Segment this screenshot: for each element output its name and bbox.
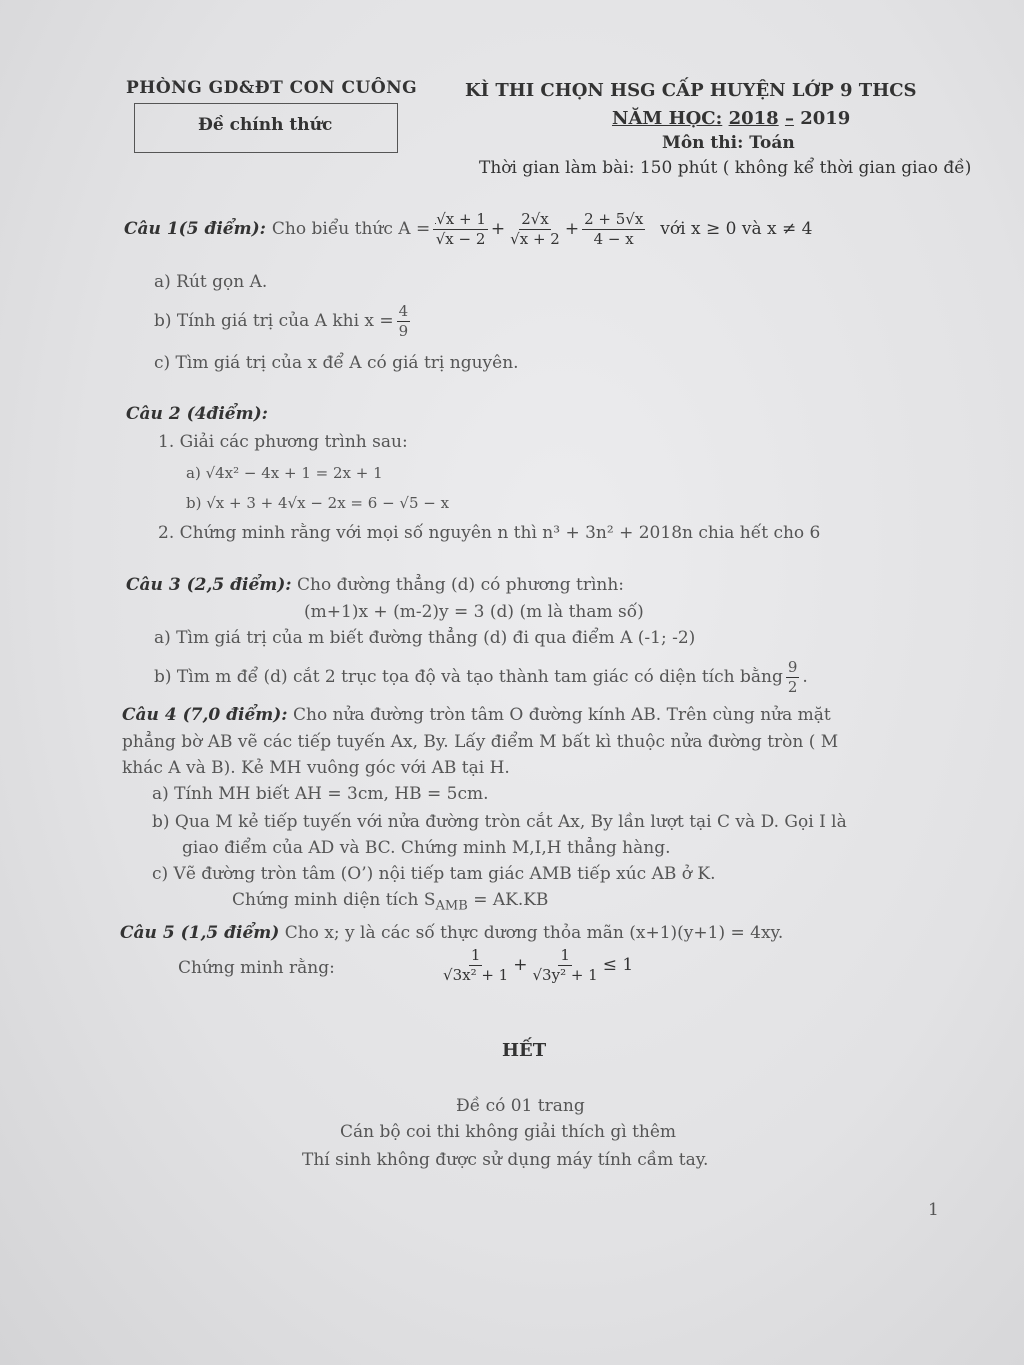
q4-part-c-1: c) Vẽ đường tròn tâm (O’) nội tiếp tam giác AMB tiếp xúc AB ở K.	[152, 864, 716, 884]
q5-f1-den: 3x² + 1	[452, 965, 509, 984]
q5-prove-label: Chứng minh rằng:	[178, 958, 335, 978]
q1-part-b	[154, 302, 413, 341]
page-count-note: Đề có 01 trang	[456, 1096, 585, 1116]
q1-part-b-text: b) Tính giá trị của A khi x =	[154, 310, 394, 331]
q5-f2-den: 3y² + 1	[542, 965, 598, 984]
year-label: NĂM HỌC:	[612, 108, 723, 129]
proctor-note: Cán bộ coi thi không giải thích gì thêm	[340, 1122, 677, 1142]
q4-label: Câu 4 (7,0 điểm):	[122, 705, 288, 725]
q3-part-a: a) Tìm giá trị của m biết đường thẳng (d) đi qua điểm A (-1; -2)	[154, 628, 696, 648]
q5-fraction-1: $\frac{1}{\text{√3x² + 1}}$	[443, 946, 509, 984]
end-marker: HẾT	[502, 1040, 547, 1061]
q4-c2-subscript: AMB	[435, 898, 468, 914]
q4-part-b-1: b) Qua M kẻ tiếp tuyến với nửa đường tròn cắt Ax, By lần lượt tại C và D. Gọi I là	[152, 812, 847, 832]
q3-equation: (m+1)x + (m-2)y = 3 (d) (m là tham số)	[304, 602, 644, 622]
q4-c2-text: Chứng minh diện tích S	[232, 890, 436, 910]
year-start: 2018	[728, 108, 779, 129]
q1-fraction-2: $\frac{2√x}{√x + 2}$	[510, 210, 560, 248]
q4-line-1	[122, 705, 831, 726]
school-year: NĂM HỌC: 2018 – 2019	[612, 108, 851, 129]
q1-f2-den: x + 2	[519, 229, 560, 248]
q1-fraction-1: $\frac{√x + 1}{√x - 2}$	[433, 210, 488, 249]
q5-intro: Cho x; y là các số thực dương thỏa mãn (x+1)(y+1) = 4xy.	[284, 923, 784, 943]
q3-statement	[126, 575, 624, 596]
q1-fraction-3	[582, 210, 645, 249]
q1-b-num: 4	[398, 302, 409, 320]
q5-rhs: ≤ 1	[602, 954, 634, 975]
q3-part-b: b) Tìm m để (d) cắt 2 trục tọa độ và tạo thành tam giác có diện tích bằng $\frac{9}{2}$ .	[154, 658, 808, 696]
q3-intro: Cho đường thẳng (d) có phương trình:	[296, 575, 625, 595]
q4-line-2: phẳng bờ AB vẽ các tiếp tuyến Ax, By. Lấy điểm M bất kì thuộc nửa đường tròn ( M	[122, 732, 839, 752]
q1-intro: Cho biểu thức A =	[271, 218, 431, 239]
exam-title: KÌ THI CHỌN HSG CẤP HUYỆN LỚP 9 THCS	[465, 80, 917, 101]
q1-b-den: 9	[398, 321, 409, 340]
q2-item-1: 1. Giải các phương trình sau:	[158, 432, 408, 452]
q5-f2-num: 1	[560, 946, 570, 964]
q5-statement	[120, 923, 783, 944]
q1-f1-den: x − 2	[445, 229, 486, 248]
q4-part-c-2	[232, 890, 548, 915]
official-label: Đề chính thức	[198, 115, 333, 135]
q3-b-den: 2	[787, 677, 798, 696]
q1-part-c: c) Tìm giá trị của x để A có giá trị nguyên.	[154, 353, 519, 373]
q1-condition: với x ≥ 0 và x ≠ 4	[660, 218, 813, 239]
q3-part-b-text: b) Tìm m để (d) cắt 2 trục tọa độ và tạo thành tam giác có diện tích bằng	[154, 666, 783, 687]
calculator-note: Thí sinh không được sử dụng máy tính cầm tay.	[302, 1150, 709, 1170]
q2-item-2: 2. Chứng minh rằng với mọi số nguyên n thì n³ + 3n² + 2018n chia hết cho 6	[158, 523, 821, 543]
q1-f1-num: x + 1	[445, 210, 486, 228]
q2-eq-b: b) √x + 3 + 4√x − 2x = 6 − √5 − x	[186, 494, 450, 512]
q5-fraction-2: $\frac{1}{\text{√3y² + 1}}$	[532, 946, 598, 984]
q3-label: Câu 3 (2,5 điểm):	[126, 575, 292, 595]
q1-statement: Câu 1(5 điểm): Cho biểu thức A = $\frac{√x + 1}{√x - 2}$ + $\frac{2√x}{√x + 2}$ + $\frac{2 + 5√x}{4 - x}$ với x ≥ 0 và x ≠ 4	[124, 210, 813, 248]
q4-line-3: khác A và B). Kẻ MH vuông góc với AB tại H.	[122, 758, 510, 778]
q1-f3-den: 4 − x	[593, 229, 634, 248]
q1-label: Câu 1(5 điểm):	[124, 218, 266, 239]
q5-inequality: $\frac{1}{\text{√3x² + 1}}$ + $\frac{1}{\text{√3y² + 1}}$ ≤ 1	[443, 946, 634, 984]
department-name: PHÒNG GD&ĐT CON CUÔNG	[126, 78, 418, 98]
q1-b-fraction	[397, 302, 411, 341]
q5-label: Câu 5 (1,5 điểm)	[120, 923, 280, 943]
q4-text-1: Cho nửa đường tròn tâm O đường kính AB. Trên cùng nửa mặt	[292, 705, 831, 725]
time-limit: Thời gian làm bài: 150 phút ( không kể thời gian giao đề)	[479, 158, 972, 178]
q2-eq-a: a) √4x² − 4x + 1 = 2x + 1	[186, 464, 383, 482]
year-end: 2019	[800, 108, 851, 129]
q4-part-b-2: giao điểm của AD và BC. Chứng minh M,I,H thẳng hàng.	[182, 838, 671, 858]
q4-part-a: a) Tính MH biết AH = 3cm, HB = 5cm.	[152, 784, 489, 804]
q1-part-a: a) Rút gọn A.	[154, 272, 268, 292]
page-number: 1	[928, 1200, 939, 1220]
q5-f1-num: 1	[470, 946, 481, 964]
q3-b-fraction	[786, 658, 800, 697]
q2-label: Câu 2 (4điểm):	[126, 404, 268, 424]
subject: Môn thi: Toán	[662, 133, 795, 153]
q1-f2-num: 2√x	[521, 210, 549, 228]
q4-c2-rest: = AK.KB	[467, 890, 549, 910]
q1-f3-num: 2 + 5√x	[584, 210, 644, 228]
q3-b-num: 9	[787, 658, 798, 676]
